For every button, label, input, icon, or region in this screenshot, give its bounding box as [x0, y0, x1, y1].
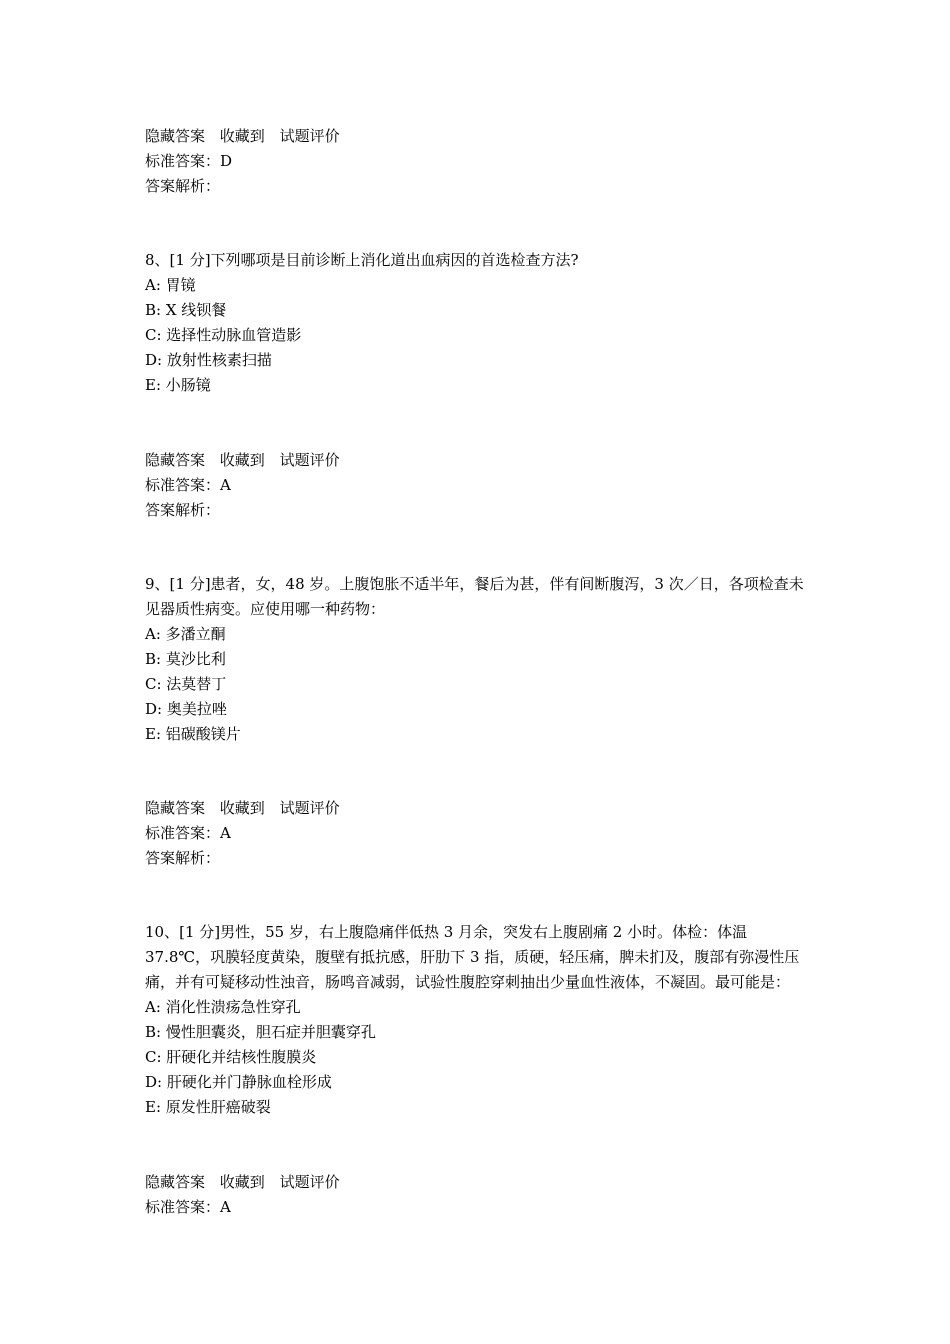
hide-answer-button[interactable]: 隐藏答案 — [145, 799, 206, 817]
answer-actions — [145, 1170, 810, 1195]
answer-analysis: 答案解析： — [145, 849, 221, 867]
option-b: B: 慢性胆囊炎，胆石症并胆囊穿孔 — [145, 1023, 376, 1041]
favorite-button[interactable]: 收藏到 — [219, 451, 265, 469]
answer-actions — [145, 124, 810, 149]
question-stem: 9、[1 分]患者，女，48 岁。上腹饱胀不适半年，餐后为甚，伴有间断腹泻，3 次／日，各项检查未见器质性病变。应使用哪一种药物： — [145, 575, 804, 618]
option-d: D: 放射性核素扫描 — [145, 351, 272, 369]
answer-analysis: 答案解析： — [145, 501, 221, 519]
standard-answer: 标准答案：A — [145, 824, 231, 842]
question-9 — [145, 572, 810, 747]
option-a: A: 消化性溃疡急性穿孔 — [145, 998, 301, 1016]
answer-block-10 — [145, 1170, 810, 1220]
option-d: D: 奥美拉唑 — [145, 700, 227, 718]
question-10 — [145, 920, 810, 1120]
answer-actions — [145, 796, 810, 821]
answer-actions — [145, 448, 810, 473]
option-c: C: 选择性动脉血管造影 — [145, 326, 302, 344]
answer-block-8 — [145, 448, 810, 523]
hide-answer-button[interactable]: 隐藏答案 — [145, 127, 206, 145]
favorite-button[interactable]: 收藏到 — [219, 1173, 265, 1191]
question-stem: 10、[1 分]男性，55 岁，右上腹隐痛伴低热 3 月余，突发右上腹剧痛 2 小时。体检：体温 37.8℃，巩膜轻度黄染，腹壁有抵抗感，肝肋下 3 指，质硬，轻压痛，脾未扪及，腹部有弥漫性压痛，并有可疑移动性浊音，肠鸣音减弱，试验性腹腔穿刺抽出少量血性液体，不凝固。最可能是： — [145, 923, 800, 991]
option-e: E: 原发性肝癌破裂 — [145, 1098, 271, 1116]
question-stem: 8、[1 分]下列哪项是目前诊断上消化道出血病因的首选检查方法? — [145, 251, 579, 269]
question-8 — [145, 248, 810, 398]
hide-answer-button[interactable]: 隐藏答案 — [145, 1173, 206, 1191]
option-c: C: 法莫替丁 — [145, 675, 227, 693]
option-b: B: 莫沙比利 — [145, 650, 226, 668]
standard-answer: 标准答案：A — [145, 1198, 231, 1216]
rate-question-button[interactable]: 试题评价 — [279, 1173, 340, 1191]
option-a: A: 多潘立酮 — [145, 625, 226, 643]
option-d: D: 肝硬化并门静脉血栓形成 — [145, 1073, 332, 1091]
option-c: C: 肝硬化并结核性腹膜炎 — [145, 1048, 317, 1066]
answer-block-7 — [145, 124, 810, 199]
standard-answer: 标准答案：A — [145, 476, 231, 494]
option-e: E: 铝碳酸镁片 — [145, 725, 241, 743]
option-b: B: X 线钡餐 — [145, 301, 227, 319]
favorite-button[interactable]: 收藏到 — [219, 799, 265, 817]
rate-question-button[interactable]: 试题评价 — [279, 451, 340, 469]
option-a: A: 胃镜 — [145, 276, 196, 294]
answer-block-9 — [145, 796, 810, 871]
option-e: E: 小肠镜 — [145, 376, 211, 394]
standard-answer: 标准答案：D — [145, 152, 233, 170]
favorite-button[interactable]: 收藏到 — [219, 127, 265, 145]
hide-answer-button[interactable]: 隐藏答案 — [145, 451, 206, 469]
answer-analysis: 答案解析： — [145, 177, 221, 195]
rate-question-button[interactable]: 试题评价 — [279, 799, 340, 817]
rate-question-button[interactable]: 试题评价 — [279, 127, 340, 145]
